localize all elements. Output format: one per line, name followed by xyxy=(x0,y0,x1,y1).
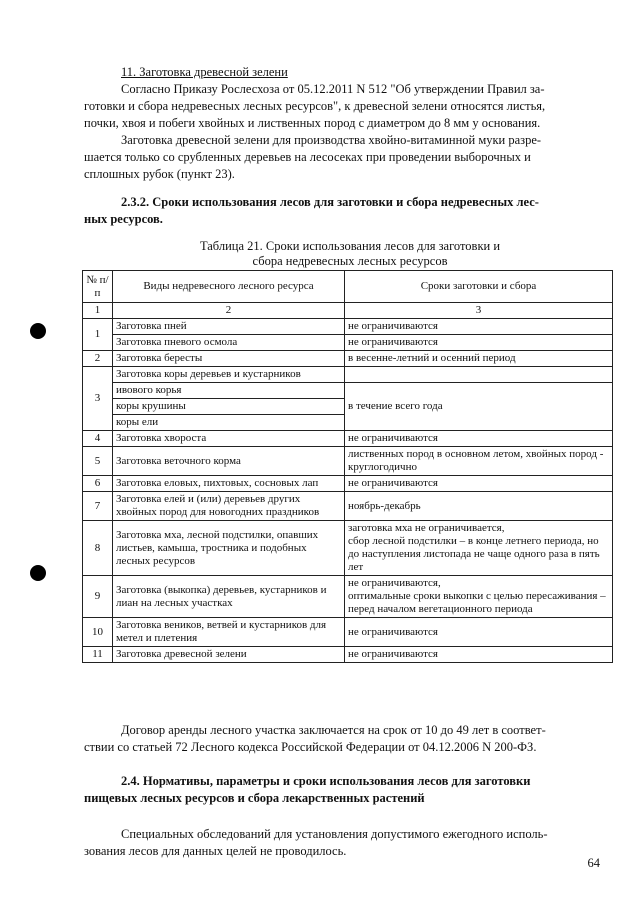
text-line: сплошных рубок (пункт 23). xyxy=(84,167,235,181)
row-number: 7 xyxy=(83,492,113,521)
column-number: 3 xyxy=(345,303,613,319)
harvest-period: ноябрь-декабрь xyxy=(345,492,613,521)
table-caption: Таблица 21. Сроки использования лесов для заготовки и xyxy=(199,239,501,253)
resource-type: Заготовка бересты xyxy=(113,351,345,367)
row-number: 5 xyxy=(83,447,113,476)
harvest-period-line: заготовка мха не ограничивается, xyxy=(348,522,505,534)
row-number: 1 xyxy=(83,319,113,351)
table-caption: сбора недревесных лесных ресурсов xyxy=(252,254,448,268)
resource-type: Заготовка древесной зелени xyxy=(113,647,345,663)
text-line: Согласно Приказу Рослесхоза от 05.12.2011 N 512 "Об утверждении Правил за- xyxy=(121,82,545,96)
resource-type: коры крушины xyxy=(113,399,345,415)
row-number: 8 xyxy=(83,521,113,576)
harvest-period-line: не ограничиваются, xyxy=(348,577,441,589)
text-line: готовки и сбора недревесных лесных ресурсов", к древесной зелени относятся листья, xyxy=(84,99,546,113)
row-number: 10 xyxy=(83,618,113,647)
row-number: 2 xyxy=(83,351,113,367)
text-line: Договор аренды лесного участка заключается на срок от 10 до 49 лет в соответ- xyxy=(121,723,546,737)
column-number: 2 xyxy=(113,303,345,319)
resource-type: Заготовка веточного корма xyxy=(113,447,345,476)
harvest-period: не ограничиваются xyxy=(345,431,613,447)
column-header: № п/п xyxy=(83,271,113,303)
section-heading: пищевых лесных ресурсов и сбора лекарственных растений xyxy=(84,791,425,805)
harvest-period: в весенне-летний и осенний период xyxy=(345,351,613,367)
section-title: 11. Заготовка древесной зелени xyxy=(121,65,288,79)
resource-type: Заготовка (выкопка) деревьев, кустарников и лиан на лесных участках xyxy=(113,576,345,618)
page-number: 64 xyxy=(587,856,600,870)
resource-type: Заготовка еловых, пихтовых, сосновых лап xyxy=(113,476,345,492)
text-line: ствии со статьей 72 Лесного кодекса Российской Федерации от 04.12.2006 N 200-ФЗ. xyxy=(84,740,537,754)
row-number: 11 xyxy=(83,647,113,663)
resource-type: Заготовка веников, ветвей и кустарников для метел и плетения xyxy=(113,618,345,647)
text-line: Заготовка древесной зелени для производства хвойно-витаминной муки разре- xyxy=(121,133,542,147)
punch-hole xyxy=(30,565,46,581)
harvest-period: не ограничиваются xyxy=(345,647,613,663)
row-number: 6 xyxy=(83,476,113,492)
resource-type: Заготовка хвороста xyxy=(113,431,345,447)
column-header: Сроки заготовки и сбора xyxy=(345,271,613,303)
harvest-period xyxy=(345,521,613,576)
resources-table xyxy=(82,270,613,663)
harvest-period xyxy=(345,367,613,383)
harvest-period: не ограничиваются xyxy=(345,618,613,647)
section-heading: 2.3.2. Сроки использования лесов для заготовки и сбора недревесных лес- xyxy=(121,195,539,209)
section-heading: ных ресурсов. xyxy=(84,212,163,226)
text-line: зования лесов для данных целей не проводилось. xyxy=(84,844,347,858)
resource-type: Заготовка пневого осмола xyxy=(113,335,345,351)
punch-hole xyxy=(30,323,46,339)
column-number: 1 xyxy=(83,303,113,319)
resource-type: ивового корья xyxy=(113,383,345,399)
harvest-period: в течение всего года xyxy=(345,383,613,431)
column-header: Виды недревесного лесного ресурса xyxy=(113,271,345,303)
text-line: Специальных обследований для установления допустимого ежегодного исполь- xyxy=(121,827,548,841)
harvest-period-line: оптимальные сроки выкопки с целью пересаживания – перед началом вегетационного периода xyxy=(348,590,606,615)
resource-type: Заготовка коры деревьев и кустарников xyxy=(113,367,345,383)
text-line: почки, хвоя и побеги хвойных и лиственных пород с диаметром до 8 мм у основания. xyxy=(84,116,541,130)
resource-type: коры ели xyxy=(113,415,345,431)
section-heading: 2.4. Нормативы, параметры и сроки использования лесов для заготовки xyxy=(121,774,531,788)
resource-type: Заготовка елей и (или) деревьев других хвойных пород для новогодних праздников xyxy=(113,492,345,521)
harvest-period: не ограничиваются xyxy=(345,476,613,492)
resource-type: Заготовка мха, лесной подстилки, опавших листьев, камыша, тростника и подобных лесных ресурсов xyxy=(113,521,345,576)
text-line: шается только со срубленных деревьев на лесосеках при проведении выборочных и xyxy=(84,150,531,164)
row-number: 4 xyxy=(83,431,113,447)
harvest-period: лиственных пород в основном летом, хвойных пород - круглогодично xyxy=(345,447,613,476)
resource-type: Заготовка пней xyxy=(113,319,345,335)
harvest-period-line: сбор лесной подстилки – в конце летнего периода, но до наступления листопада не чаще одного раза в пять лет xyxy=(348,535,600,573)
harvest-period: не ограничиваются xyxy=(345,319,613,335)
harvest-period: не ограничиваются xyxy=(345,335,613,351)
row-number: 9 xyxy=(83,576,113,618)
row-number: 3 xyxy=(83,367,113,431)
harvest-period xyxy=(345,576,613,618)
